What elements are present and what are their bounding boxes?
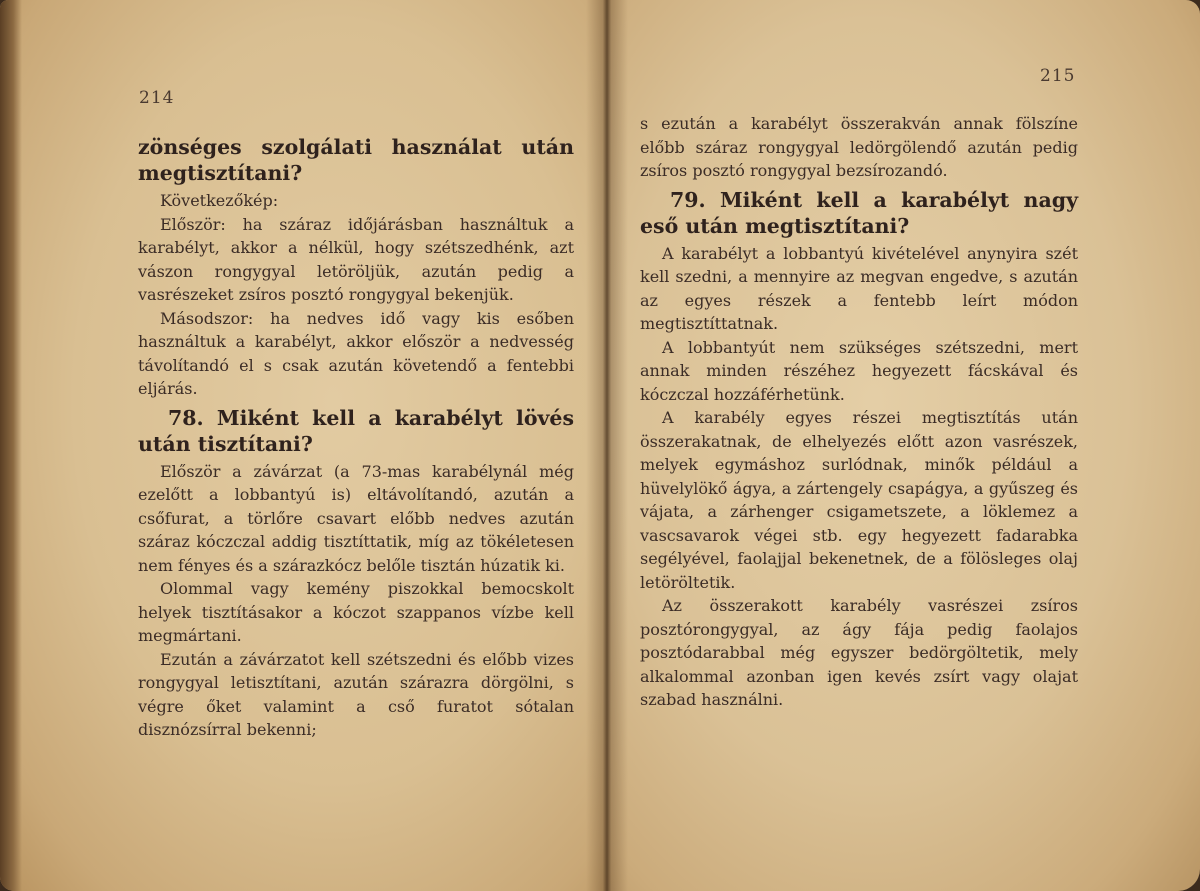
paragraph: Ezután a závárzatot kell szétszedni és előbb vizes rongygyal letisztítani, azután szárazra dörgölni, s végre őket valamint a cső furatot sótalan disznózsírral bekenni; — [138, 649, 574, 739]
section-heading-79: 79. Miként kell a karabélyt nagy eső után megtisztítani? — [640, 187, 1078, 238]
page-number-right: 215 — [1040, 66, 1076, 86]
paragraph: Másodszor: ha nedves idő vagy kis esőben használtuk a karabélyt, akkor először a nedvesség távolítandó el s csak azután követendő a fentebbi eljárás. — [138, 308, 574, 398]
paragraph: A karabély egyes részei megtisztítás után összerakatnak, de elhelyezés előtt azon vasrészek, melyek egymáshoz surlódnak, minők például a hüvelylökő ágya, a zártengely csapágya, a gyűszeg és vájata, a zárhenger csigametszete, a löklemez a vascsavarok végei stb. egy hegyezett fadarabka segélyével, faolajjal bekenetnek, de a fölösleges olaj letöröltetik. — [640, 408, 1078, 592]
paragraph: Az összerakott karabély vasrészei zsíros posztórongygyal, az ágy fája pedig faolajos posztódarabbal még egyszer bedörgöltetik, mely alkalommal azonban igen kevés zsírt vagy olajat szabad használni. — [640, 596, 1078, 709]
left-text-column — [138, 130, 574, 742]
paragraph: Következőkép: — [160, 191, 279, 210]
paragraph-continuation: s ezután a karabélyt összerakván annak fölszíne előbb száraz rongygyal ledörgölendő azután pedig zsíros posztó rongygyal bezsírozandó. — [640, 114, 1078, 180]
paragraph: Először a závárzat (a 73-mas karabélynál még ezelőtt a lobbantyú is) eltávolítandó, azután a csőfurat, a törlőre csavart előbb nedves azután száraz kóczczal addig tisztíttatik, míg az tökéletesen nem fényes és a szárazkócz belőle tisztán húzatik ki. — [138, 461, 574, 575]
right-text-column — [640, 112, 1078, 712]
right-page — [606, 0, 1200, 891]
heading-continuation: zönséges szolgálati használat után megtisztítani? — [138, 135, 574, 185]
paragraph: A lobbantyút nem szükséges szétszedni, mert annak minden részéhez hegyezett fácskával és kóczczal hozzáférhetünk. — [640, 337, 1078, 404]
section-heading-78: 78. Miként kell a karabélyt lövés után tisztítani? — [138, 405, 574, 456]
paragraph: A karabélyt a lobbantyú kivételével anynyira szét kell szedni, a mennyire az megvan engedve, s azután az egyes részek a fentebb leírt módon megtisztíttatnak. — [640, 243, 1078, 333]
book-cover-edge — [0, 0, 22, 891]
paragraph: Először: ha száraz időjárásban használtuk a karabélyt, akkor a nélkül, hogy szétszedhénk, azt vászon rongygyal letöröljük, azután pedig a vasrészeket zsíros posztó rongygyal bekenjük. — [138, 214, 574, 304]
page-number-left: 214 — [139, 88, 175, 108]
paragraph: Olommal vagy kemény piszokkal bemocskolt helyek tisztításakor a kóczot szappanos vízbe kell megmártani. — [138, 579, 574, 645]
